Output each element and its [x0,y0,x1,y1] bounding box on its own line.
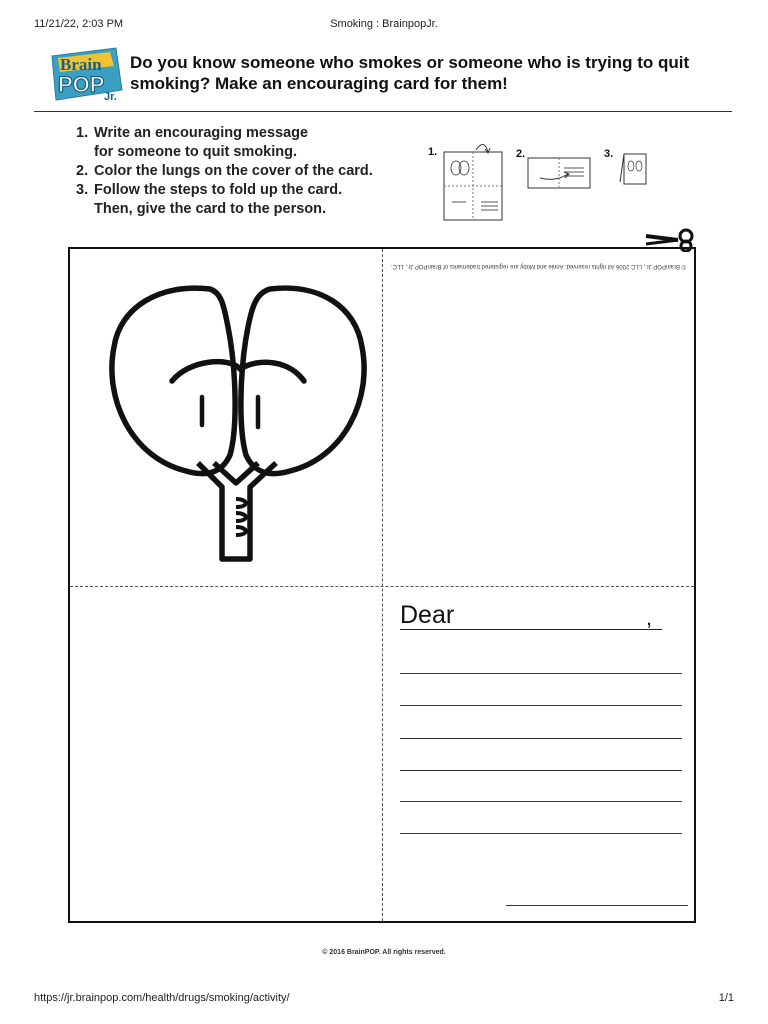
logo-jr-text: Jr. [104,91,117,103]
print-header [34,18,734,32]
message-line[interactable] [400,801,682,802]
upside-down-trademark-note: © BrainPOP Jr., LLC 2006 All rights reserved. Annie and Moby are registered trademarks of BrainPOP Jr., LLC. [390,263,686,269]
step-2 [76,162,426,181]
recipient-name-line[interactable] [400,629,662,630]
instruction-steps [76,124,426,219]
fold-step-1-label: 1. [428,146,438,158]
step-text: Follow the steps to fold up the card. [94,182,343,198]
copyright-notice: © 2016 BrainPOP. All rights reserved. [322,949,446,956]
step-number: 3. [76,182,89,198]
message-line[interactable] [400,738,682,739]
logo-brain-text: Brain [60,55,102,74]
lungs-coloring-illustration [90,277,370,577]
fold-step-3-label: 3. [604,148,614,160]
page-headline: Do you know someone who smokes or someone who is trying to quit smoking? Make an encouraging card for them! [130,53,690,93]
print-url: https://jr.brainpop.com/health/drugs/smoking/activity/ [34,992,290,1004]
message-line[interactable] [400,673,682,674]
print-page-number: 1/1 [718,992,734,1004]
vertical-fold-line [382,249,383,921]
signature-line[interactable] [506,905,688,906]
step-3 [76,181,426,219]
step-number: 2. [76,163,89,179]
card-template [68,247,696,923]
step-text: Write an encouraging message [94,125,309,141]
message-line[interactable] [400,770,682,771]
brainpop-jr-logo [46,42,126,106]
dear-comma: , [646,605,653,630]
fold-diagram-art [426,138,666,224]
message-line[interactable] [400,705,682,706]
fold-step-2-label: 2. [516,148,526,160]
step-1 [76,124,426,162]
step-text-cont: Then, give the card to the person. [94,201,327,217]
logo-pop-text: POP [58,72,105,97]
header-divider [34,111,732,112]
step-number: 1. [76,125,89,141]
step-text-cont: for someone to quit smoking. [94,144,298,160]
step-text: Color the lungs on the cover of the card. [94,163,373,179]
print-footer [34,992,734,1006]
print-datetime: 11/21/22, 2:03 PM [34,18,124,30]
fold-diagrams [426,138,666,224]
message-line[interactable] [400,833,682,834]
dear-label: Dear [400,601,455,629]
print-title: Smoking : BrainpopJr. [330,18,438,30]
